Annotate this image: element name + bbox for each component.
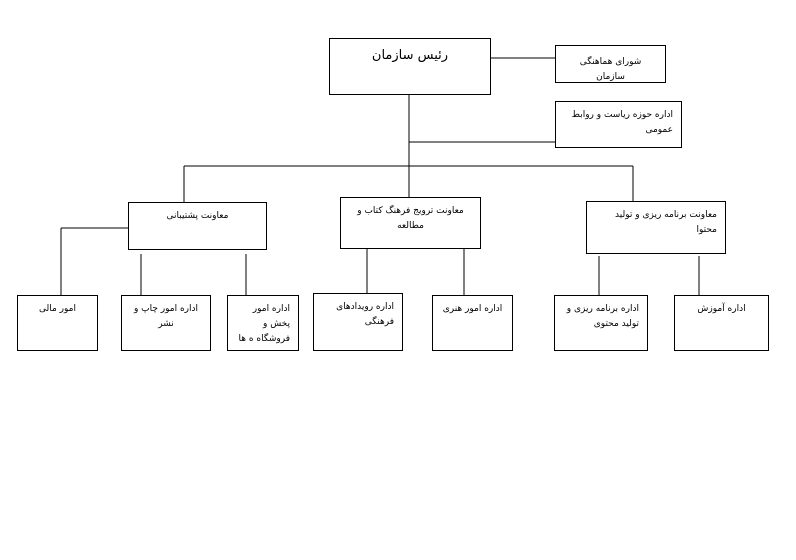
unit-financial-box (17, 295, 98, 351)
unit-training-box (674, 295, 769, 351)
public-relations-box (555, 101, 682, 148)
deputy-support-box (128, 202, 267, 250)
council-box (555, 45, 666, 83)
unit-arts-box (432, 295, 513, 351)
unit-financial-label: امور مالی (39, 304, 76, 314)
unit-cultural-events-box (313, 293, 403, 351)
council-label: شورای هماهنگی سازمان (579, 57, 642, 82)
unit-training-label: اداره آموزش (697, 304, 746, 314)
unit-cultural-events-label: اداره رویدادهای فرهنگی (336, 302, 394, 327)
public-relations-label: اداره حوزه ریاست و روابط عمومی (571, 110, 673, 135)
unit-content-planning-box (554, 295, 648, 351)
deputy-book-culture-label: معاونت ترویج فرهنگ کتاب و مطالعه (357, 206, 464, 231)
unit-printing-label: اداره امور چاپ و نشر (133, 304, 199, 329)
unit-distribution-box (227, 295, 299, 351)
deputy-support-label: معاونت پشتیبانی (166, 211, 229, 221)
unit-distribution-label: اداره امور پخش و فروشگاه ه ها (238, 304, 290, 344)
deputy-planning-box (586, 201, 726, 254)
unit-arts-label: اداره امور هنری (442, 304, 503, 314)
unit-printing-box (121, 295, 211, 351)
head-label: رئیس سازمان (371, 48, 449, 63)
head-box (329, 38, 491, 95)
deputy-book-culture-box (340, 197, 481, 249)
unit-content-planning-label: اداره برنامه ریزی و تولید محتوی (566, 304, 639, 329)
deputy-planning-label: معاونت برنامه ریزی و تولید محتوا (615, 210, 717, 235)
